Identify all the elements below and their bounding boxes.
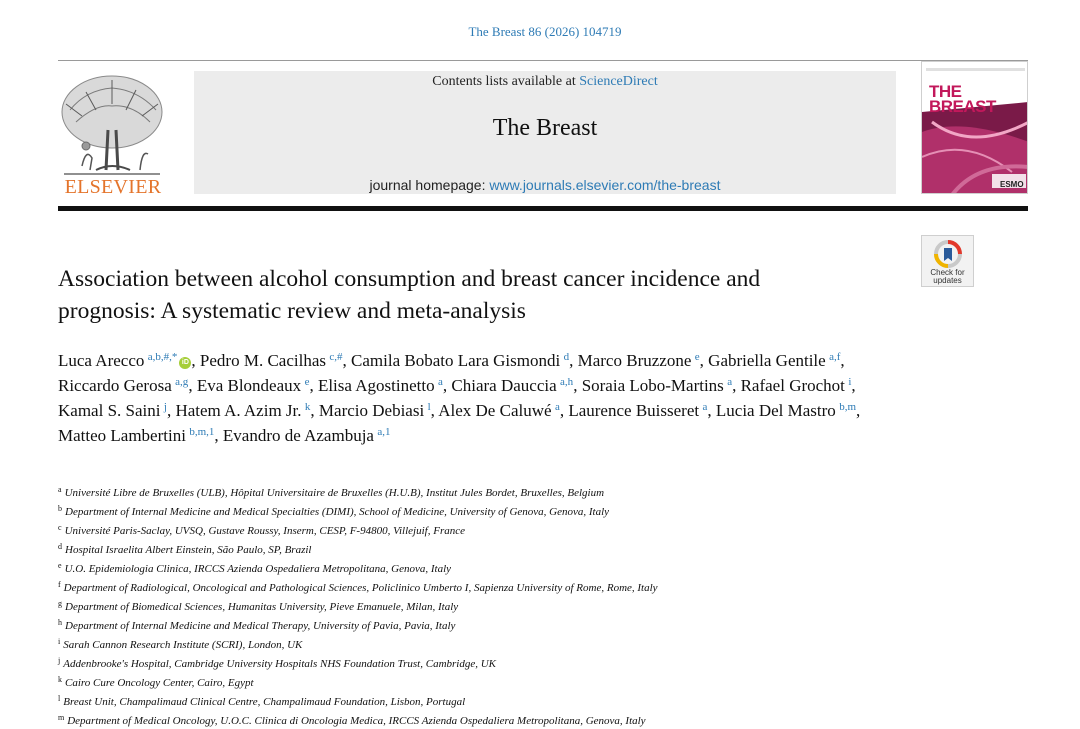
author-affiliation-link[interactable]: c,# [329, 351, 343, 363]
author[interactable]: Eva Blondeaux $^e$, [196, 376, 314, 395]
author[interactable]: Laurence Buisseret $^a$, [568, 401, 712, 420]
author-name[interactable]: Pedro M. Cacilhas [199, 351, 326, 370]
author-affiliation-link[interactable]: l [427, 401, 431, 413]
affiliation-item [58, 596, 958, 615]
check-updates-label [922, 269, 973, 285]
affiliation-item [58, 558, 958, 577]
cover-title [929, 84, 996, 114]
author[interactable]: Matteo Lambertini $^{b,m,1}$, [58, 426, 219, 445]
author-name[interactable]: Elisa Agostinetto [317, 376, 435, 395]
affiliation-letter: h [58, 618, 62, 627]
author-name[interactable]: Camila Bobato Lara Gismondi [351, 351, 561, 370]
article-title [58, 263, 918, 327]
affiliation-letter: b [58, 504, 62, 513]
check-updates-icon [933, 239, 963, 269]
affiliation-item [58, 501, 958, 520]
author[interactable]: Luca Arecco $^{a,b,\#,*}$ iD , [58, 351, 196, 370]
author-list [58, 348, 958, 448]
contents-prefix: Contents lists available at [432, 74, 576, 89]
affiliation-text: Department of Medical Oncology, U.O.C. Clinica di Oncologia Medica, IRCCS Azienda Ospedaliera Metropolitana, Genova, Italy [67, 715, 646, 727]
author-name[interactable]: Soraia Lobo-Martins [581, 376, 724, 395]
author-affiliation-link[interactable]: a,h [560, 376, 574, 388]
journal-citation[interactable] [0, 24, 1080, 40]
affiliation-text: Department of Internal Medicine and Medical Therapy, University of Pavia, Pavia, Italy [65, 620, 456, 632]
affiliation-letter: f [58, 580, 61, 589]
cover-title-line2: BREAST [929, 97, 996, 116]
affiliation-letter: g [58, 599, 62, 608]
author[interactable]: Lucia Del Mastro $^{b,m}$, [715, 401, 861, 420]
author[interactable]: Soraia Lobo-Martins $^a$, [581, 376, 737, 395]
affiliation-text: U.O. Epidemiologia Clinica, IRCCS Azienda Ospedaliera Metropolitana, Genova, Italy [64, 563, 452, 575]
author-name[interactable]: Chiara Dauccia [451, 376, 557, 395]
author[interactable]: Camila Bobato Lara Gismondi $^d$, [351, 351, 574, 370]
affiliation-text: Department of Biomedical Sciences, Humanitas University, Pieve Emanuele, Milan, Italy [65, 601, 459, 613]
author-name[interactable]: Luca Arecco [58, 351, 145, 370]
author-name[interactable]: Matteo Lambertini [58, 426, 186, 445]
author-affiliation-link[interactable]: a [702, 401, 708, 413]
author-name[interactable]: Laurence Buisseret [568, 401, 700, 420]
sciencedirect-link[interactable]: ScienceDirect [579, 74, 658, 89]
author-affiliation-link[interactable]: d [563, 351, 570, 363]
author-affiliation-link[interactable]: k [304, 401, 311, 413]
affiliation-list [58, 482, 958, 729]
affiliation-letter: i [58, 637, 61, 646]
author-name[interactable]: Eva Blondeaux [196, 376, 302, 395]
author[interactable]: Riccardo Gerosa $^{a,g}$, [58, 376, 193, 395]
author-name[interactable]: Alex De Caluwé [438, 401, 552, 420]
author-affiliation-link[interactable]: a,1 [377, 426, 391, 438]
affiliation-letter: e [58, 561, 62, 570]
check-updates-line2: updates [933, 276, 962, 285]
article-title-line1: Association between alcohol consumption and breast cancer incidence and [58, 266, 761, 292]
cover-esmo-logo: ESMO [1000, 180, 1024, 189]
affiliation-item [58, 672, 958, 691]
author-name[interactable]: Marco Bruzzone [577, 351, 692, 370]
affiliation-text: Department of Internal Medicine and Medical Specialties (DIMI), School of Medicine, University of Genova, Genova, Italy [65, 506, 610, 518]
author-name[interactable]: Rafael Grochot [740, 376, 845, 395]
affiliation-letter: c [58, 523, 62, 532]
affiliation-letter: j [58, 656, 61, 665]
orcid-icon[interactable]: iD [179, 357, 191, 369]
affiliation-text: Addenbrooke's Hospital, Cambridge University Hospitals NHS Foundation Trust, Cambridge, UK [63, 658, 497, 670]
affiliation-letter: l [58, 694, 61, 703]
check-for-updates-button[interactable] [921, 235, 974, 287]
citation-link[interactable]: The Breast 86 (2026) 104719 [468, 24, 622, 39]
affiliation-item [58, 539, 958, 558]
affiliation-text: Breast Unit, Champalimaud Clinical Centre, Champalimaud Foundation, Lisbon, Portugal [63, 696, 466, 708]
author-name[interactable]: Gabriella Gentile [708, 351, 826, 370]
affiliation-text: Cairo Cure Oncology Center, Cairo, Egypt [65, 677, 254, 689]
author[interactable] [223, 426, 391, 445]
check-updates-line1: Check for [930, 268, 965, 277]
header-thick-divider [58, 206, 1028, 211]
author[interactable]: Gabriella Gentile $^{a,f}$, [708, 351, 845, 370]
author-name[interactable]: Hatem A. Azim Jr. [175, 401, 302, 420]
affiliation-letter: m [58, 713, 65, 722]
affiliation-text: Hospital Israelita Albert Einstein, São Paulo, SP, Brazil [65, 544, 312, 556]
author[interactable]: Elisa Agostinetto $^a$, [317, 376, 448, 395]
author-affiliation-link[interactable]: e [304, 376, 310, 388]
author-affiliation-link[interactable]: a [727, 376, 733, 388]
affiliation-item [58, 520, 958, 539]
author-affiliation-link[interactable]: a,b,#,* [147, 351, 178, 363]
journal-masthead [194, 71, 896, 194]
author[interactable]: Kamal S. Saini $^j$, [58, 401, 172, 420]
author[interactable]: Marco Bruzzone $^e$, [577, 351, 704, 370]
author-affiliation-link[interactable]: j [163, 401, 167, 413]
author-affiliation-link[interactable]: i [848, 376, 852, 388]
author[interactable]: Hatem A. Azim Jr. $^k$, [175, 401, 315, 420]
affiliation-item [58, 577, 958, 596]
author-name[interactable]: Riccardo Gerosa [58, 376, 172, 395]
affiliation-text: Department of Radiological, Oncological and Pathological Sciences, Policlinico Umberto I, Sapienza University of Rome, Rome, Italy [63, 582, 658, 594]
author[interactable]: Marcio Debiasi $^l$, [318, 401, 435, 420]
elsevier-wordmark[interactable]: ELSEVIER [64, 176, 162, 198]
author-affiliation-link[interactable]: a [554, 401, 560, 413]
author-affiliation-link[interactable]: b,m [839, 401, 857, 413]
journal-title: The Breast [492, 115, 598, 141]
author-name[interactable]: Kamal S. Saini [58, 401, 161, 420]
author-name[interactable]: Lucia Del Mastro [715, 401, 836, 420]
affiliation-text: Université Paris-Saclay, UVSQ, Gustave Roussy, Inserm, CESP, F-94800, Villejuif, France [64, 525, 465, 537]
affiliation-item [58, 653, 958, 672]
author-affiliation-link[interactable]: b,m,1 [189, 426, 215, 438]
author-name[interactable]: Evandro de Azambuja [222, 426, 374, 445]
contents-line [194, 74, 896, 90]
affiliation-item [58, 482, 958, 501]
author-affiliation-link[interactable]: a [438, 376, 443, 388]
homepage-prefix: journal homepage: [369, 177, 486, 193]
author-affiliation-link[interactable]: a,f [829, 351, 841, 363]
affiliation-item [58, 710, 958, 729]
author[interactable]: Rafael Grochot $^i$, [740, 376, 856, 395]
affiliation-letter: k [58, 675, 62, 684]
header-divider [58, 60, 1028, 61]
journal-homepage-link[interactable]: www.journals.elsevier.com/the-breast [489, 177, 721, 193]
affiliation-item [58, 615, 958, 634]
affiliation-text: Université Libre de Bruxelles (ULB), Hôpital Universitaire de Bruxelles (H.U.B), Institut Jules Bordet, Bruxelles, Belgium [64, 487, 605, 499]
author[interactable]: Chiara Dauccia $^{a,h}$, [451, 376, 578, 395]
journal-cover-thumbnail[interactable] [921, 61, 1028, 194]
affiliation-letter: d [58, 542, 62, 551]
author-affiliation-link[interactable]: e [694, 351, 700, 363]
affiliation-text: Sarah Cannon Research Institute (SCRI), London, UK [63, 639, 303, 651]
author-name[interactable]: Marcio Debiasi [318, 401, 425, 420]
homepage-line [194, 177, 896, 193]
cover-title-line1: THE [929, 82, 962, 101]
author[interactable]: Pedro M. Cacilhas $^{c,\#}$, [199, 351, 347, 370]
article-title-line2: prognosis: A systematic review and meta-analysis [58, 298, 526, 324]
affiliation-letter: a [58, 485, 62, 494]
affiliation-item [58, 634, 958, 653]
author-affiliation-link[interactable]: a,g [175, 376, 189, 388]
author[interactable]: Alex De Caluwé $^a$, [438, 401, 565, 420]
